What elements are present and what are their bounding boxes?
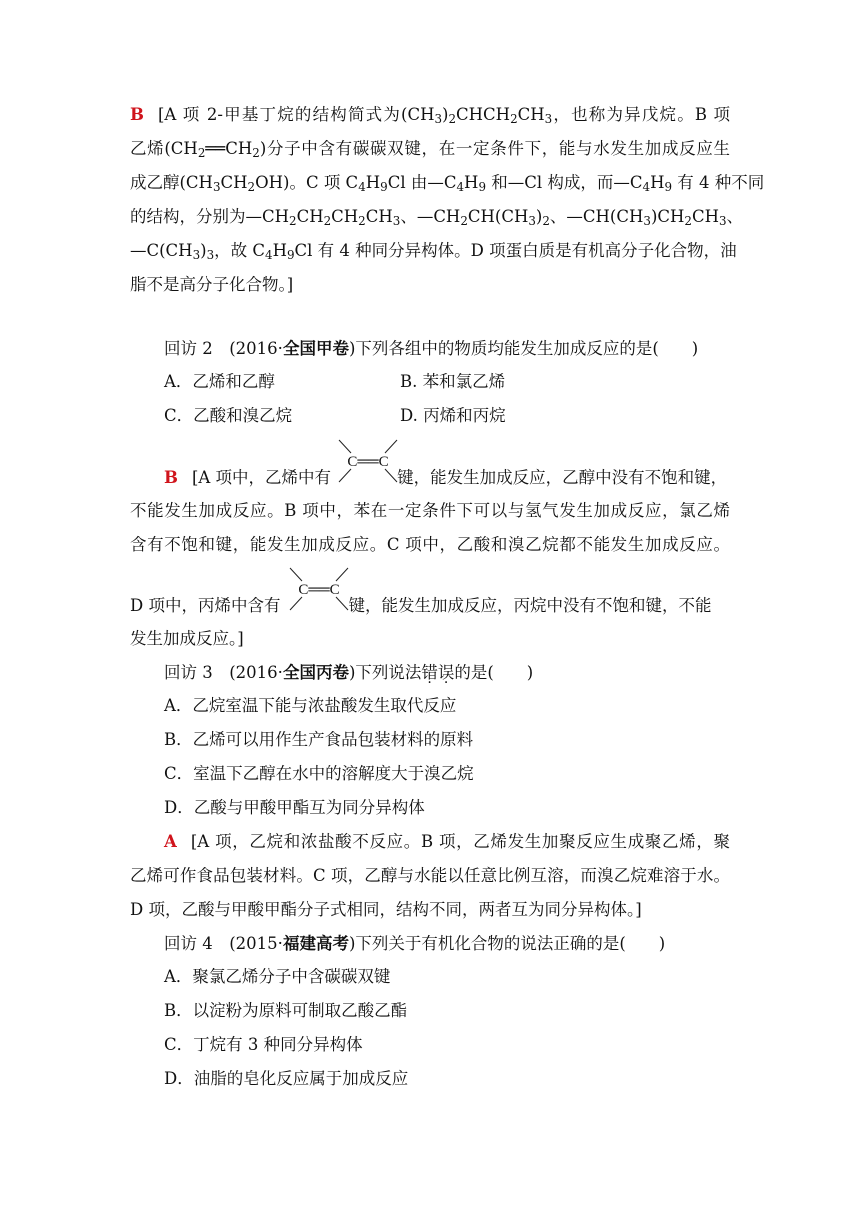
carbon-double-bond-structure [284, 564, 354, 614]
option-b: B. 苯和氯乙烯 [400, 372, 506, 391]
question-stem: 回访 2 (2016·全国甲卷)下列各组中的物质均能发生加成反应的是( ) [164, 339, 699, 358]
answer-explanation-line: 的结构，分别为$—CH_2CH_2CH_2CH_3$、$—CH_2CH(CH_3)_2$、$—CH(CH_3)CH_2CH_3$、 [130, 207, 744, 228]
answer-explanation-line: D 项中，丙烯中含有 键，能发生加成反应，丙烷中没有不饱和键，不能 [130, 596, 712, 615]
option-a: A．乙烯和乙醇 [164, 372, 275, 391]
option-a: A．聚氯乙烯分子中含碳碳双键 [164, 967, 391, 986]
option-c: C．室温下乙醇在水中的溶解度大于溴乙烷 [164, 764, 474, 783]
answer-explanation-line: 乙烯$(CH_2══CH_2)$分子中含有碳碳双键，在一定条件下，能与水发生加成反应生 [130, 139, 731, 160]
svg-text:C══C: C══C [298, 582, 340, 598]
option-c: C．丁烷有 3 种同分异构体 [164, 1035, 363, 1054]
answer-letter: B [164, 468, 178, 487]
answer-explanation-line: 不能发生加成反应。B 项中，苯在一定条件下可以与氢气发生加成反应，氯乙烯 [130, 501, 730, 520]
option-d: D. 丙烯和丙烷 [400, 406, 506, 425]
question-stem: 回访 4 (2015·福建高考)下列关于有机化合物的说法正确的是( ) [164, 934, 666, 953]
answer-letter: A [164, 832, 177, 851]
option-d: D．乙酸与甲酸甲酯互为同分异构体 [164, 798, 425, 817]
carbon-double-bond-structure [333, 436, 403, 486]
option-b: B．以淀粉为原料可制取乙酸乙酯 [164, 1001, 408, 1020]
answer-letter: B [130, 105, 144, 124]
answer-explanation-line: B [A 项中，乙烯中有 键，能发生加成反应，乙醇中没有不饱和键， [164, 468, 728, 487]
option-c: C．乙酸和溴乙烷 [164, 406, 293, 425]
answer-explanation-line: 含有不饱和键，能发生加成反应。C 项中，乙酸和溴乙烷都不能发生加成反应。 [130, 535, 730, 554]
option-d: D．油脂的皂化反应属于加成反应 [164, 1069, 409, 1088]
answer-explanation-line: 发生加成反应。] [130, 629, 244, 648]
svg-text:C══C: C══C [347, 454, 389, 470]
answer-explanation-line: $—C(CH_3)_3$，故 $C_4H_9Cl$ 有 4 种同分异构体。D 项蛋白质是有机高分子化合物，油 [130, 241, 737, 262]
answer-explanation-line: D 项，乙酸与甲酸甲酯分子式相同，结构不同，两者互为同分异构体。] [130, 900, 642, 919]
option-a: A．乙烷室温下能与浓盐酸发生取代反应 [164, 696, 457, 715]
question-stem: 回访 3 (2016·全国丙卷)下列说法错误的是( ) [164, 663, 534, 682]
answer-explanation-line: 乙烯可作食品包装材料。C 项，乙醇与水能以任意比例互溶，而溴乙烷难溶于水。 [130, 866, 730, 885]
answer-explanation-line: 成乙醇$(CH_3CH_2OH)$。C 项 $C_4H_9Cl$ 由$—C_4H_9$ 和—Cl 构成，而$—C_4H_9$ 有 4 种不同 [130, 173, 765, 194]
answer-explanation-line: 脂不是高分子化合物。] [130, 275, 294, 294]
answer-explanation-line: B [A 项 2-甲基丁烷的结构简式为$(CH_3)_2CHCH_2CH_3$，也称为异戊烷。B 项 [130, 105, 730, 126]
answer-explanation-line: A [A 项，乙烷和浓盐酸不反应。B 项，乙烯发生加聚反应生成聚乙烯，聚 [164, 832, 730, 851]
option-b: B．乙烯可以用作生产食品包装材料的原料 [164, 730, 474, 749]
